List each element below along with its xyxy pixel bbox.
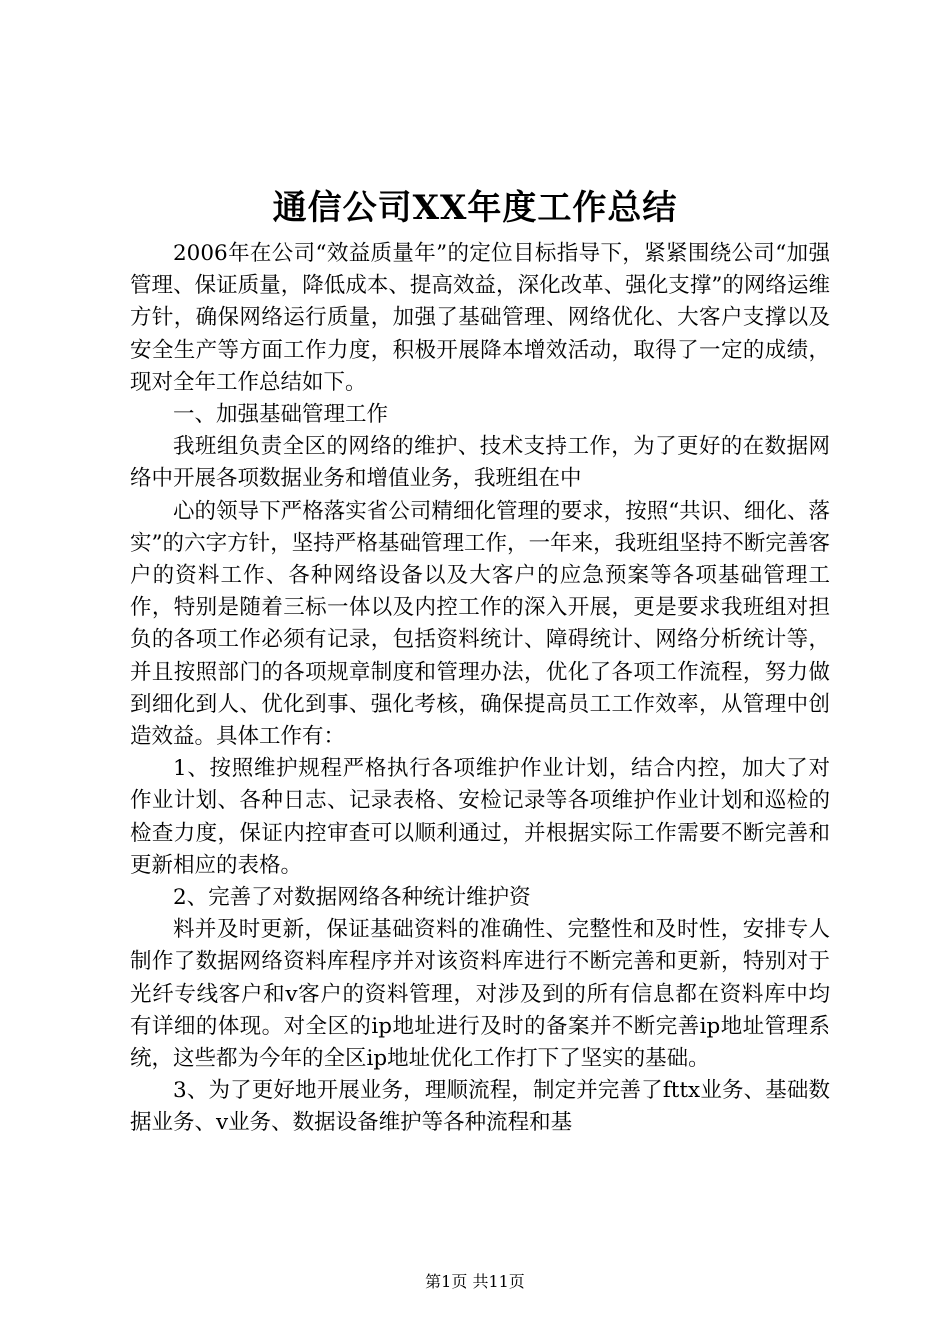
page-footer: 第1页 共11页: [425, 1272, 525, 1291]
document-body: [130, 238, 830, 1140]
list-item-2: 2、完善了对数据网络各种统计维护资: [173, 885, 531, 911]
paragraph-management: 心的领导下严格落实省公司精细化管理的要求，按照“共识、细化、落实”的六字方针，坚持严格基础管理工作，一年来，我班组坚持不断完善客户的资料工作、各种网络设备以及大客户的应急预案等各项基础管理工作，特别是随着三标一体以及内控工作的深入开展，更是要求我班组对担负的各项工作必须有记录，包括资料统计、障碍统计、网络分析统计等，并且按照部门的各项规章制度和管理办法，优化了各项工作流程，努力做到细化到人、优化到事、强化考核，确保提高员工工作效率，从管理中创造效益。具体工作有：: [130, 498, 830, 750]
document-title: 通信公司XX年度工作总结: [272, 188, 678, 228]
list-item-1: 1、按照维护规程严格执行各项维护作业计划，结合内控，加大了对作业计划、各种日志、记录表格、安检记录等各项维护作业计划和巡检的检查力度，保证内控审查可以顺利通过，并根据实际工作需要不断完善和更新相应的表格。: [130, 756, 830, 878]
section-heading: 一、加强基础管理工作: [173, 402, 389, 428]
paragraph-data-records: 料并及时更新，保证基础资料的准确性、完整性和及时性，安排专人制作了数据网络资料库程序并对该资料库进行不断完善和更新，特别对于光纤专线客户和v客户的资料管理，对涉及到的所有信息都在资料库中均有详细的体现。对全区的ip地址进行及时的备案并不断完善ip地址管理系统，这些都为今年的全区ip地址优化工作打下了坚实的基础。: [130, 917, 830, 1072]
list-item-3: 3、为了更好地开展业务，理顺流程，制定并完善了fttx业务、基础数据业务、v业务、数据设备维护等各种流程和基: [130, 1078, 830, 1136]
paragraph-intro: 2006年在公司“效益质量年”的定位目标指导下，紧紧围绕公司“加强管理、保证质量，降低成本、提高效益，深化改革、强化支撑”的网络运维方针，确保网络运行质量，加强了基础管理、网络优化、大客户支撑以及安全生产等方面工作力度，积极开展降本增效活动，取得了一定的成绩，现对全年工作总结如下。: [130, 241, 830, 395]
paragraph-team-duty: 我班组负责全区的网络的维护、技术支持工作，为了更好的在数据网络中开展各项数据业务和增值业务，我班组在中: [130, 434, 830, 492]
